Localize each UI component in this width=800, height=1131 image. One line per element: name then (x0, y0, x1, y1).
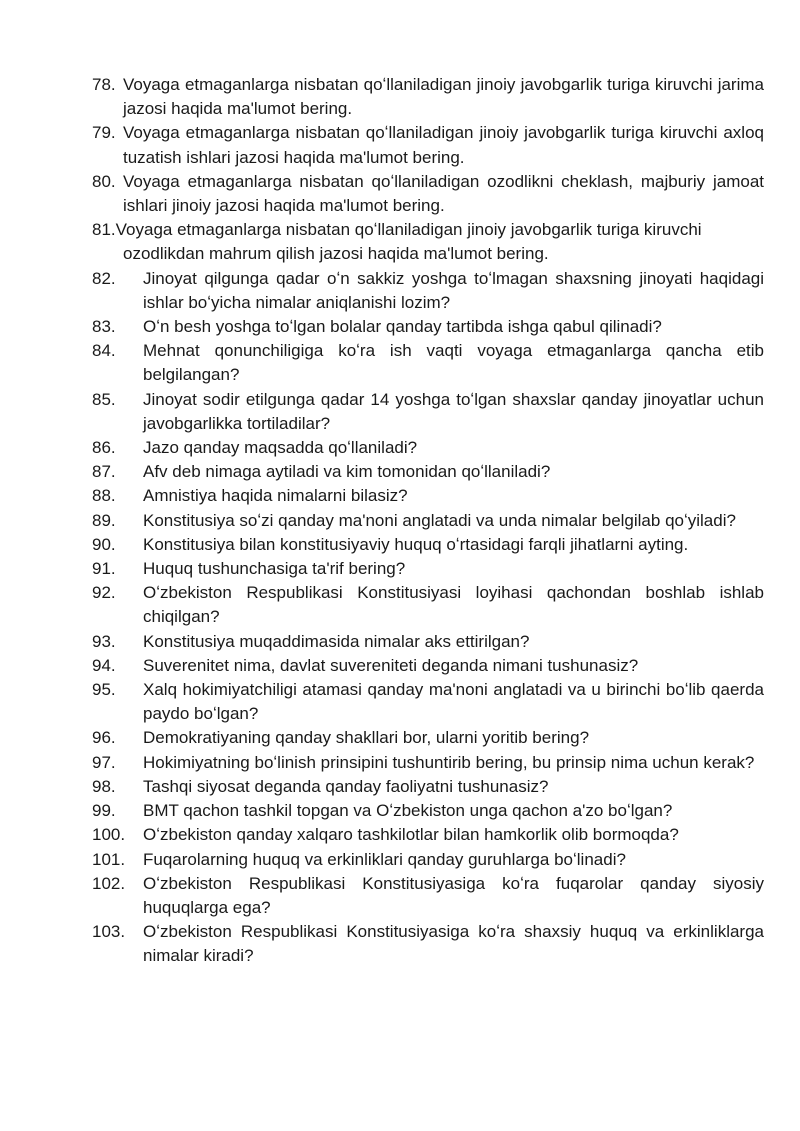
question-item (92, 509, 764, 533)
question-number: 94. (92, 655, 116, 675)
question-number: 86. (92, 438, 116, 458)
question-item (92, 557, 764, 581)
question-item (92, 315, 764, 339)
question-number: 97. (92, 752, 116, 772)
question-item (92, 799, 764, 823)
question-number: 92. (92, 583, 116, 603)
question-text: Hokimiyatning boʻlinish prinsipini tushuntirib bering, bu prinsip nima uchun kerak? (143, 752, 755, 772)
question-item (92, 533, 764, 557)
question-text: Suverenitet nima, davlat suvereniteti deganda nimani tushunasiz? (143, 655, 639, 675)
question-text: Oʻzbekiston Respublikasi Konstitusiyasi loyihasi qachondan boshlab ishlab chiqilgan? (143, 583, 764, 627)
question-item (92, 339, 764, 387)
question-text: Tashqi siyosat deganda qanday faoliyatni tushunasiz? (143, 776, 549, 796)
question-number: 89. (92, 510, 116, 530)
question-item (92, 218, 764, 266)
question-number: 93. (92, 631, 116, 651)
question-text: Amnistiya haqida nimalarni bilasiz? (143, 486, 408, 506)
question-number: 79. (92, 123, 116, 143)
question-number: 102. (92, 873, 126, 893)
question-item (92, 484, 764, 508)
question-item (92, 654, 764, 678)
question-text: Oʻzbekiston Respublikasi Konstitusiyasiga koʻra fuqarolar qanday siyosiy huquqlarga ega? (143, 873, 764, 917)
question-text: Mehnat qonunchiligiga koʻra ish vaqti voyaga etmaganlarga qancha etib belgilangan? (143, 341, 764, 385)
question-item (92, 872, 764, 920)
question-text: Voyaga etmaganlarga nisbatan qoʻllaniladigan jinoiy javobgarlik turiga kiruvchi axloq tuzatish ishlari jazosi haqida ma'lumot bering. (123, 123, 764, 167)
question-item (92, 920, 764, 968)
question-number: 91. (92, 559, 116, 579)
question-number: 87. (92, 462, 116, 482)
question-text: Huquq tushunchasiga ta'rif bering? (143, 559, 406, 579)
question-number: 85. (92, 389, 116, 409)
question-number: 80. (92, 171, 116, 191)
question-text: Xalq hokimiyatchiligi atamasi qanday ma'noni anglatadi va u birinchi boʻlib qaerda paydo boʻlgan? (143, 680, 764, 724)
question-number: 83. (92, 317, 116, 337)
question-text: Konstitusiya soʻzi qanday ma'noni anglatadi va unda nimalar belgilab qoʻyiladi? (143, 510, 736, 530)
question-text: Jinoyat sodir etilgunga qadar 14 yoshga toʻlgan shaxslar qanday jinoyatlar uchun javobgarlikka tortiladilar? (143, 389, 764, 433)
question-number: 78. (92, 75, 116, 94)
question-text: Jazo qanday maqsadda qoʻllaniladi? (143, 438, 418, 458)
question-item (92, 726, 764, 750)
question-text: Oʻzbekiston Respublikasi Konstitusiyasiga koʻra shaxsiy huquq va erkinliklarga nimalar kiradi? (143, 922, 764, 966)
question-text: Afv deb nimaga aytiladi va kim tomonidan qoʻllaniladi? (143, 462, 551, 482)
question-text: Oʻzbekiston qanday xalqaro tashkilotlar bilan hamkorlik olib bormoqda? (143, 825, 679, 845)
question-item (92, 267, 764, 315)
question-item (92, 460, 764, 484)
question-number: 98. (92, 776, 116, 796)
question-text: Fuqarolarning huquq va erkinliklari qanday guruhlarga boʻlinadi? (143, 849, 626, 869)
question-text: Konstitusiya bilan konstitusiyaviy huquq oʻrtasidagi farqli jihatlarni ayting. (143, 534, 689, 554)
question-number: 96. (92, 728, 116, 748)
question-item (92, 848, 764, 872)
question-number: 103. (92, 922, 126, 942)
question-item (92, 581, 764, 629)
question-item (92, 388, 764, 436)
question-item (92, 751, 764, 775)
question-number: 90. (92, 534, 116, 554)
question-text: Voyaga etmaganlarga nisbatan qoʻllaniladigan jinoiy javobgarlik turiga kiruvchi (115, 220, 702, 240)
question-item (92, 823, 764, 847)
question-item (92, 73, 764, 121)
question-text-continuation: ozodlikdan mahrum qilish jazosi haqida ma'lumot bering. (123, 244, 549, 264)
question-number: 84. (92, 341, 116, 361)
question-item (92, 170, 764, 218)
question-text: BMT qachon tashkil topgan va Oʻzbekiston unga qachon a'zo boʻlgan? (143, 801, 673, 821)
question-item (92, 630, 764, 654)
question-number: 100. (92, 825, 126, 845)
question-number: 99. (92, 801, 116, 821)
question-item (92, 775, 764, 799)
question-text: Konstitusiya muqaddimasida nimalar aks ettirilgan? (143, 631, 530, 651)
question-number: 82. (92, 268, 116, 288)
question-number: 95. (92, 680, 116, 700)
question-text: Demokratiyaning qanday shakllari bor, ularni yoritib bering? (143, 728, 590, 748)
question-number: 88. (92, 486, 116, 506)
question-number: 101. (92, 849, 126, 869)
question-text: Jinoyat qilgunga qadar oʻn sakkiz yoshga toʻlmagan shaxsning jinoyati haqidagi ishlar boʻyicha nimalar aniqlanishi lozim? (143, 268, 764, 312)
question-item (92, 436, 764, 460)
question-text: Voyaga etmaganlarga nisbatan qoʻllaniladigan ozodlikni cheklash, majburiy jamoat ishlari jinoiy jazosi haqida ma'lumot bering. (123, 171, 764, 216)
question-text: Voyaga etmaganlarga nisbatan qoʻllaniladigan jinoiy javobgarlik turiga kiruvchi jarima jazosi haqida ma'lumot bering. (123, 75, 764, 119)
question-item (92, 678, 764, 726)
question-list (92, 73, 764, 969)
question-number: 81. (92, 220, 116, 240)
question-item (92, 121, 764, 169)
question-text: Oʻn besh yoshga toʻlgan bolalar qanday tartibda ishga qabul qilinadi? (143, 317, 662, 337)
